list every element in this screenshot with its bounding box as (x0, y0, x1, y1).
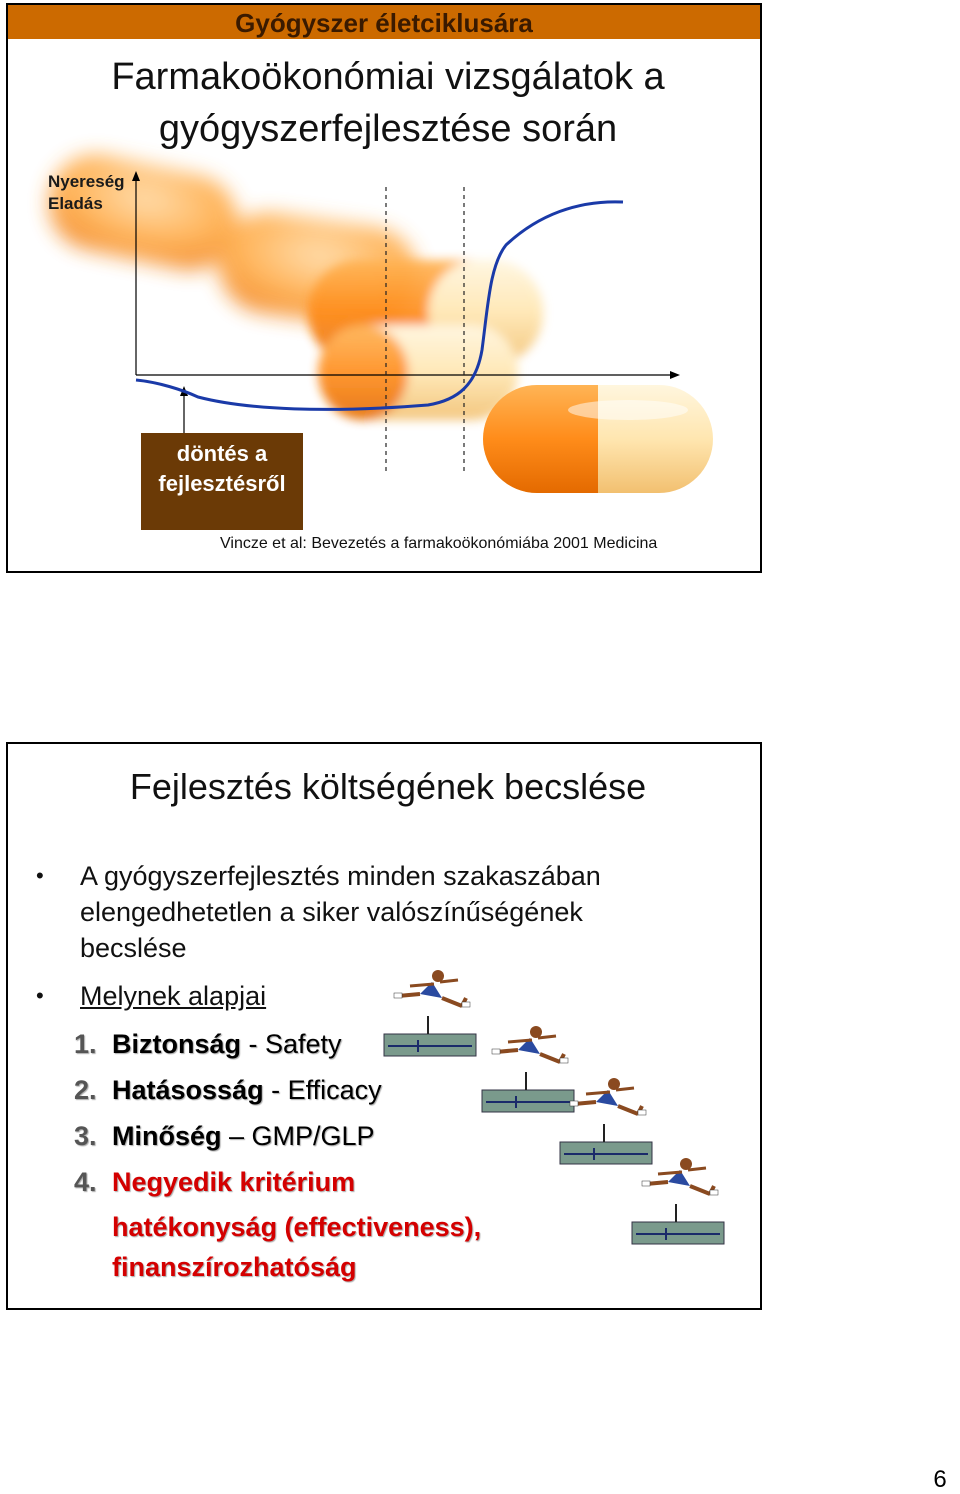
slide1-title (8, 51, 762, 155)
item-rest: - Efficacy (263, 1075, 382, 1105)
item-number: 2. (74, 1075, 97, 1105)
decision-box (141, 433, 303, 530)
item-bold: Hatásosság (112, 1075, 264, 1105)
y-axis-label (48, 171, 125, 215)
bullet1-line-2: elengedhetetlen a siker valószínűségének (80, 897, 583, 927)
item-bold: Minőség (112, 1121, 222, 1151)
item-number: 1. (74, 1029, 97, 1059)
title-line-2: gyógyszerfejlesztése során (158, 108, 618, 150)
slide-cost-estimation (6, 742, 762, 1310)
slide2-title: Fejlesztés költségének becslése (129, 766, 647, 807)
bullet2-text: Melynek alapjai (80, 981, 267, 1011)
bullet-dot: • (36, 983, 44, 1008)
item-bold: Biztonság (112, 1029, 242, 1059)
hurdler-2 (482, 1026, 574, 1112)
citation: Vincze et al: Bevezetés a farmakoökonómiába 2001 Medicina (220, 535, 658, 552)
item-rest: – GMP/GLP (221, 1121, 375, 1151)
item-rest: - Safety (241, 1029, 342, 1059)
item4-sub-line-2: finanszírozhatóság (112, 1252, 357, 1282)
bullet-dot: • (36, 863, 44, 888)
ylabel-profit: Nyereség (48, 172, 125, 191)
slide-lifecycle (6, 3, 762, 573)
hurdlers-illustration (8, 744, 760, 1308)
item-number: 4. (74, 1167, 97, 1197)
hurdler-1 (384, 970, 476, 1056)
decision-line-1: döntés a (176, 441, 268, 466)
item-number: 3. (74, 1121, 97, 1151)
item4-sub-line-1: hatékonyság (effectiveness), (112, 1212, 482, 1242)
bullet1-line-1: A gyógyszerfejlesztés minden szakaszában (80, 861, 601, 891)
item-bold: Negyedik kritérium (112, 1167, 356, 1197)
page-number: 6 (933, 1466, 947, 1493)
bullet1-line-3: becslése (80, 933, 187, 963)
banner: Gyógyszer életciklusára (8, 5, 760, 39)
decision-line-2: fejlesztésről (158, 471, 286, 496)
hurdler-4 (632, 1158, 724, 1244)
ylabel-sales: Eladás (48, 194, 103, 213)
title-line-1: Farmakoökonómiai vizsgálatok a (111, 56, 665, 98)
